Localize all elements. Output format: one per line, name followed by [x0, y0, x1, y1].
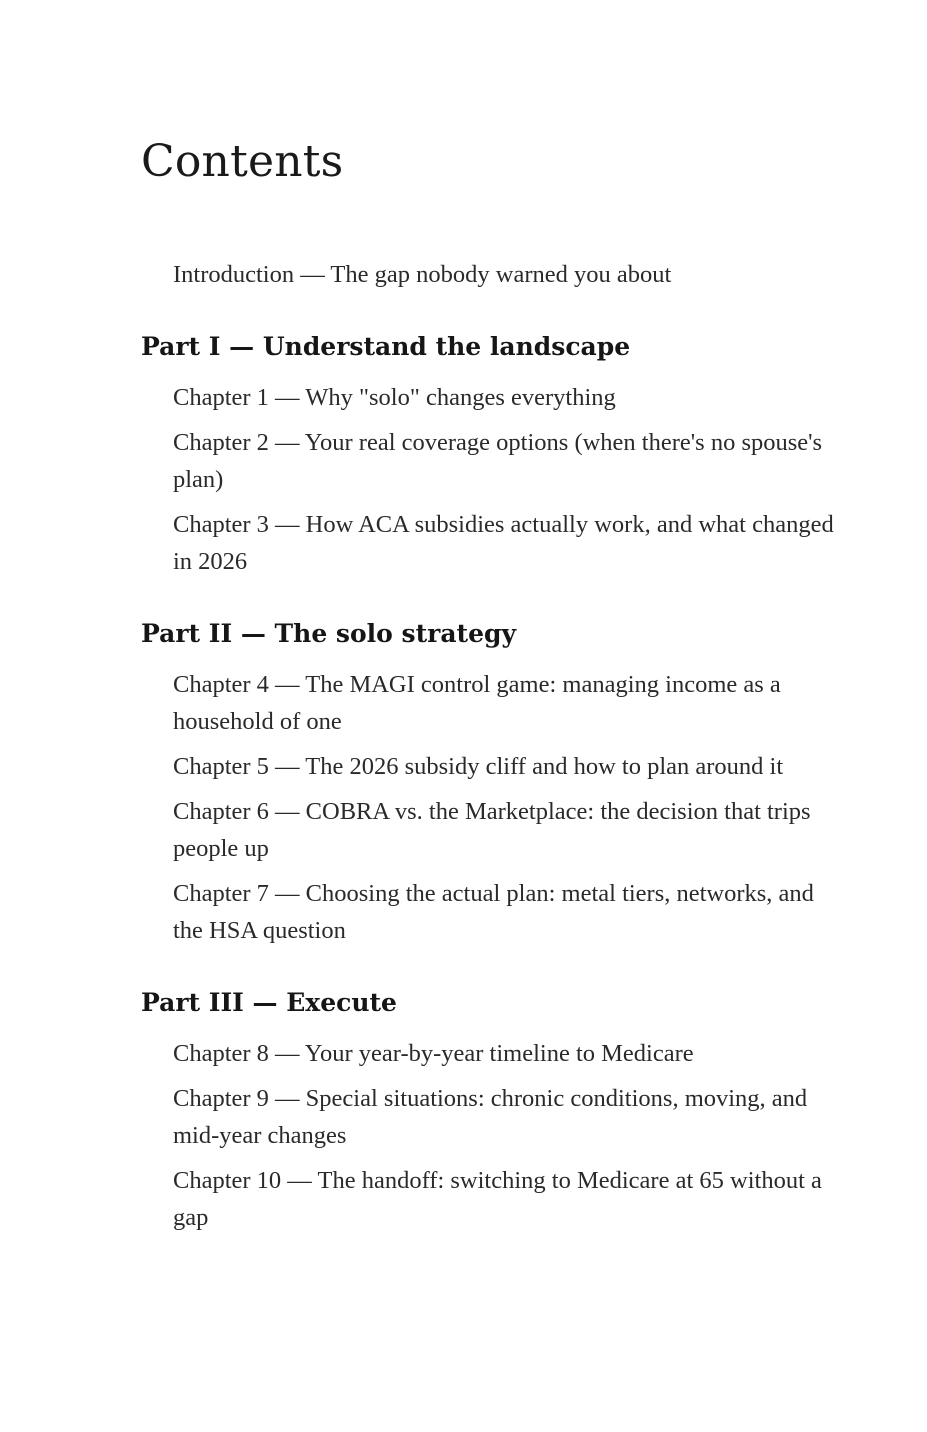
table-of-contents [141, 256, 841, 1236]
toc-entry-chapter-3[interactable]: Chapter 3 — How ACA subsidies actually work, and what changed in 2026 [173, 511, 834, 575]
toc-entry-chapter-9[interactable]: Chapter 9 — Special situations: chronic conditions, moving, and mid-year changes [173, 1085, 808, 1149]
part-heading: Part II — The solo strategy [141, 619, 517, 648]
part-heading: Part I — Understand the landscape [141, 332, 631, 361]
part-heading: Part III — Execute [141, 988, 397, 1017]
toc-entry-chapter-7[interactable]: Chapter 7 — Choosing the actual plan: metal tiers, networks, and the HSA question [173, 880, 814, 944]
toc-entry-chapter-1[interactable]: Chapter 1 — Why "solo" changes everything [173, 384, 616, 411]
toc-entry-chapter-2[interactable]: Chapter 2 — Your real coverage options (when there's no spouse's plan) [173, 429, 823, 493]
contents-page [141, 132, 841, 1244]
part-2 [141, 616, 841, 949]
part-1 [141, 329, 841, 580]
toc-entry-chapter-6[interactable]: Chapter 6 — COBRA vs. the Marketplace: the decision that trips people up [173, 798, 811, 862]
toc-entry-chapter-10[interactable]: Chapter 10 — The handoff: switching to Medicare at 65 without a gap [173, 1167, 822, 1231]
page-title: Contents [141, 136, 344, 187]
toc-entry-chapter-5[interactable]: Chapter 5 — The 2026 subsidy cliff and how to plan around it [173, 753, 784, 780]
part-3 [141, 985, 841, 1236]
toc-entry-chapter-4[interactable]: Chapter 4 — The MAGI control game: managing income as a household of one [173, 671, 781, 735]
toc-entry-chapter-8[interactable]: Chapter 8 — Your year-by-year timeline to Medicare [173, 1040, 694, 1067]
toc-entry-introduction[interactable]: Introduction — The gap nobody warned you about [173, 261, 672, 288]
